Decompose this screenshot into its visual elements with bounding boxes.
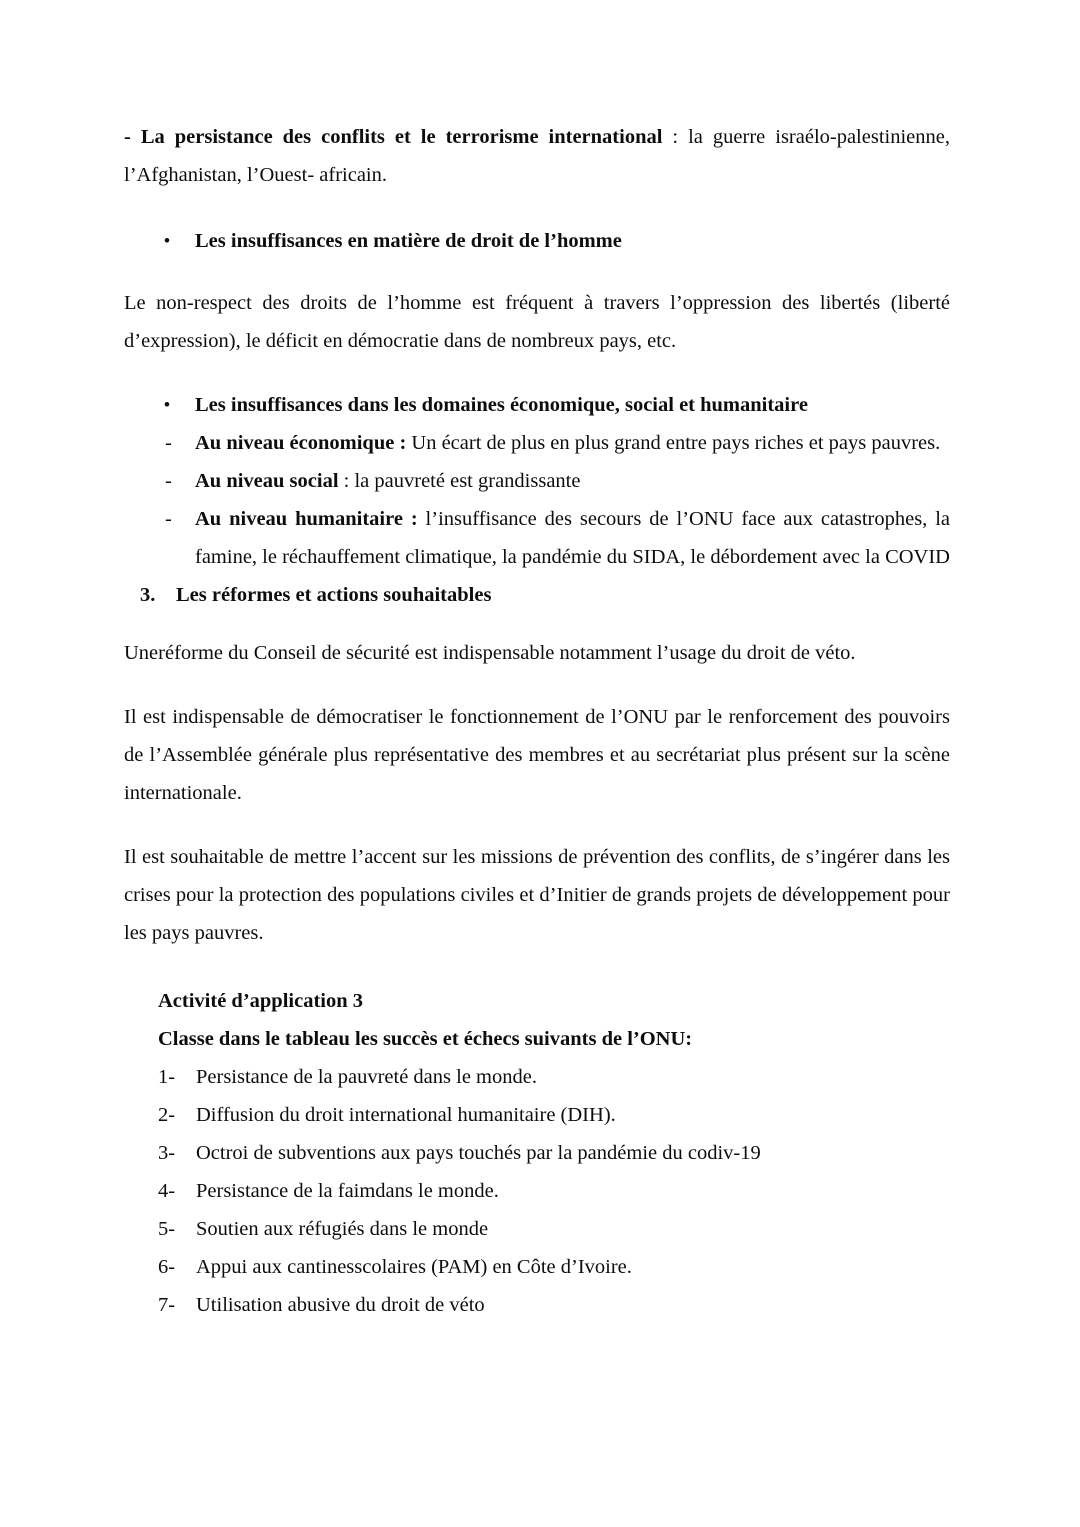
dash-item-social-rest: la pauvreté est grandissante	[349, 470, 581, 492]
bullet-heading-human-rights-label: Les insuffisances en matière de droit de l’homme	[195, 230, 622, 252]
dash-icon: -	[165, 470, 172, 492]
list-item	[158, 1210, 950, 1248]
paragraph-human-rights: Le non-respect des droits de l’homme est fréquent à travers l’oppression des libertés (liberté d’expression), le déficit en démocratie dans de nombreux pays, etc.	[124, 292, 950, 352]
list-item	[158, 1134, 950, 1172]
list-item-text: Appui aux cantinesscolaires (PAM) en Côte d’Ivoire.	[196, 1256, 632, 1278]
list-item-number: 5-	[158, 1218, 176, 1240]
dash-item-humanitaire-rest: l’insuffisance des secours de l’ONU face aux catastrophes, la famine, le réchauffement climatique, la pandémie du SIDA, le débordement avec la COVID	[195, 508, 950, 568]
section-number: 3.	[140, 584, 156, 606]
paragraph-reform-1: Uneréforme du Conseil de sécurité est indispensable notamment l’usage du droit de véto.	[124, 642, 856, 664]
list-item-number: 7-	[158, 1294, 176, 1316]
paragraph-reform-2: Il est indispensable de démocratiser le fonctionnement de l’ONU par le renforcement des pouvoirs de l’Assemblée générale plus représentative des membres et au secrétariat plus présent sur la scène internationale.	[124, 706, 950, 804]
dash-item-social	[124, 462, 950, 500]
list-item	[158, 1096, 950, 1134]
list-item-text: Persistance de la faimdans le monde.	[196, 1180, 499, 1202]
dash-item-humanitaire	[124, 500, 950, 576]
list-item	[158, 1172, 950, 1210]
list-item-text: Utilisation abusive du droit de véto	[196, 1294, 485, 1316]
dash-item-economique-lead: Au niveau économique :	[195, 432, 407, 454]
bullet-heading-human-rights	[124, 222, 950, 260]
list-item	[158, 1286, 950, 1324]
activity-title: Activité d’application 3	[158, 990, 363, 1012]
dash-icon: -	[165, 508, 172, 530]
list-item	[158, 1058, 950, 1096]
list-item-text: Diffusion du droit international humanitaire (DIH).	[196, 1104, 616, 1126]
dash-item-economique-rest: Un écart de plus en plus grand entre pays riches et pays pauvres.	[406, 432, 941, 454]
bullet-icon: •	[164, 395, 170, 414]
dash-item-humanitaire-lead: Au niveau humanitaire :	[195, 508, 418, 530]
dash-item-social-lead: Au niveau social	[195, 470, 339, 492]
conflicts-lead: La persistance des conflits et le terrorisme international	[140, 126, 663, 148]
section-heading-3-label: Les réformes et actions souhaitables	[176, 584, 492, 606]
list-item-number: 6-	[158, 1256, 176, 1278]
paragraph-conflicts	[124, 118, 950, 194]
conflicts-marker: -	[124, 126, 131, 148]
conflicts-rest: la guerre israélo-palestinienne, l’Afghanistan, l’Ouest- africain.	[124, 126, 950, 186]
list-item-text: Octroi de subventions aux pays touchés par la pandémie du codiv-19	[196, 1142, 761, 1164]
list-item-text: Persistance de la pauvreté dans le monde.	[196, 1066, 537, 1088]
list-item-number: 1-	[158, 1066, 176, 1088]
bullet-heading-econ-social-hum-label: Les insuffisances dans les domaines économique, social et humanitaire	[195, 394, 808, 416]
section-heading-3	[124, 576, 950, 614]
activity-item-list	[158, 1058, 950, 1324]
list-item-number: 2-	[158, 1104, 176, 1126]
conflicts-separator: :	[662, 126, 679, 148]
list-item-text: Soutien aux réfugiés dans le monde	[196, 1218, 489, 1240]
dash-item-economique	[124, 424, 950, 462]
bullet-heading-econ-social-hum	[124, 386, 950, 424]
activity-instruction: Classe dans le tableau les succès et échecs suivants de l’ONU:	[158, 1028, 693, 1050]
dash-icon: -	[165, 432, 172, 454]
list-item-number: 3-	[158, 1142, 176, 1164]
dash-item-social-separator: :	[338, 470, 350, 492]
activity-block	[124, 982, 950, 1324]
paragraph-reform-3: Il est souhaitable de mettre l’accent sur les missions de prévention des conflits, de s’ingérer dans les crises pour la protection des populations civiles et d’Initier de grands projets de développement pour les pays pauvres.	[124, 846, 950, 944]
list-item-number: 4-	[158, 1180, 176, 1202]
list-item	[158, 1248, 950, 1286]
bullet-icon: •	[164, 231, 170, 250]
